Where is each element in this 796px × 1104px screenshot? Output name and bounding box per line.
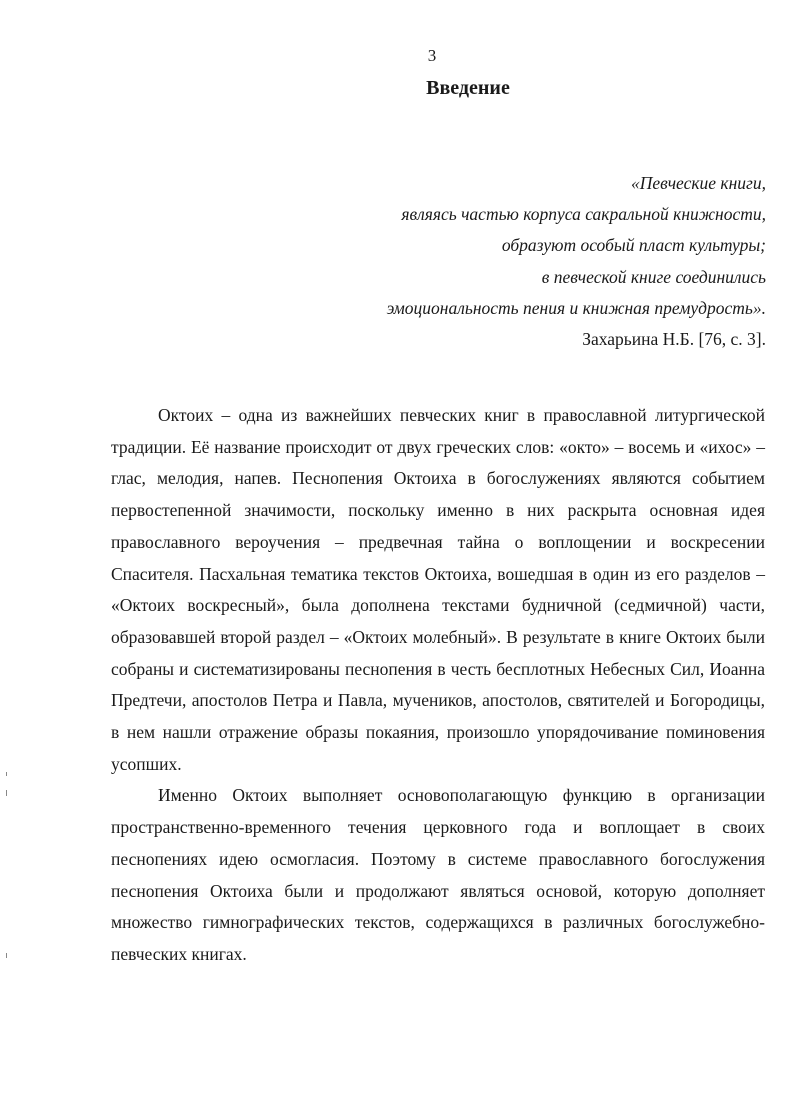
epigraph-line: «Певческие книги, xyxy=(630,173,766,193)
epigraph-line: в певческой книге соединились xyxy=(541,266,766,287)
scan-mark xyxy=(6,790,7,796)
scan-mark xyxy=(6,772,7,776)
epigraph-attribution: Захарьина Н.Б. [76, с. 3]. xyxy=(582,329,766,350)
body-text xyxy=(111,400,765,971)
paragraph: Именно Октоих выполняет основополагающую функцию в организации пространственно-временного течения церковного года и воплощает в своих песнопениях идею осмогласия. Поэтому в системе православного богослужения песнопения Октоиха были и продолжают являться основой, которую дополняет множество гимнографических текстов, содержащихся в различных богослужебно-певческих книгах. xyxy=(111,785,765,964)
epigraph-line: образуют особый пласт культуры; xyxy=(501,235,766,256)
scan-mark xyxy=(6,953,7,958)
epigraph-line: являясь частью корпуса сакральной книжности, xyxy=(401,204,766,225)
section-title: Введение xyxy=(426,77,510,99)
page-number: 3 xyxy=(427,46,437,65)
paragraph: Октоих – одна из важнейших певческих книг в православной литургической традиции. Её название происходит от двух греческих слов: «окто» – восемь и «ихос» – глас, мелодия, напев. Песнопения Октоиха в богослужениях являются событием первостепенной значимости, поскольку именно в них раскрыта основная идея православного вероучения – предвечная тайна о воплощении и воскресении Спасителя. Пасхальная тематика текстов Октоиха, вошедшая в один из его разделов – «Октоих воскресный», была дополнена текстами будничной (седмичной) части, образовавшей второй раздел – «Октоих молебный». В результате в книге Октоих были собраны и систематизированы песнопения в честь бесплотных Небесных Сил, Иоанна Предтечи, апостолов Петра и Павла, мучеников, апостолов, святителей и Богородицы, в нем нашли отражение образы покаяния, произошло упорядочивание поминовения усопших. xyxy=(111,405,765,774)
epigraph-line: эмоциональность пения и книжная премудрость». xyxy=(386,297,766,318)
epigraph xyxy=(106,168,766,355)
